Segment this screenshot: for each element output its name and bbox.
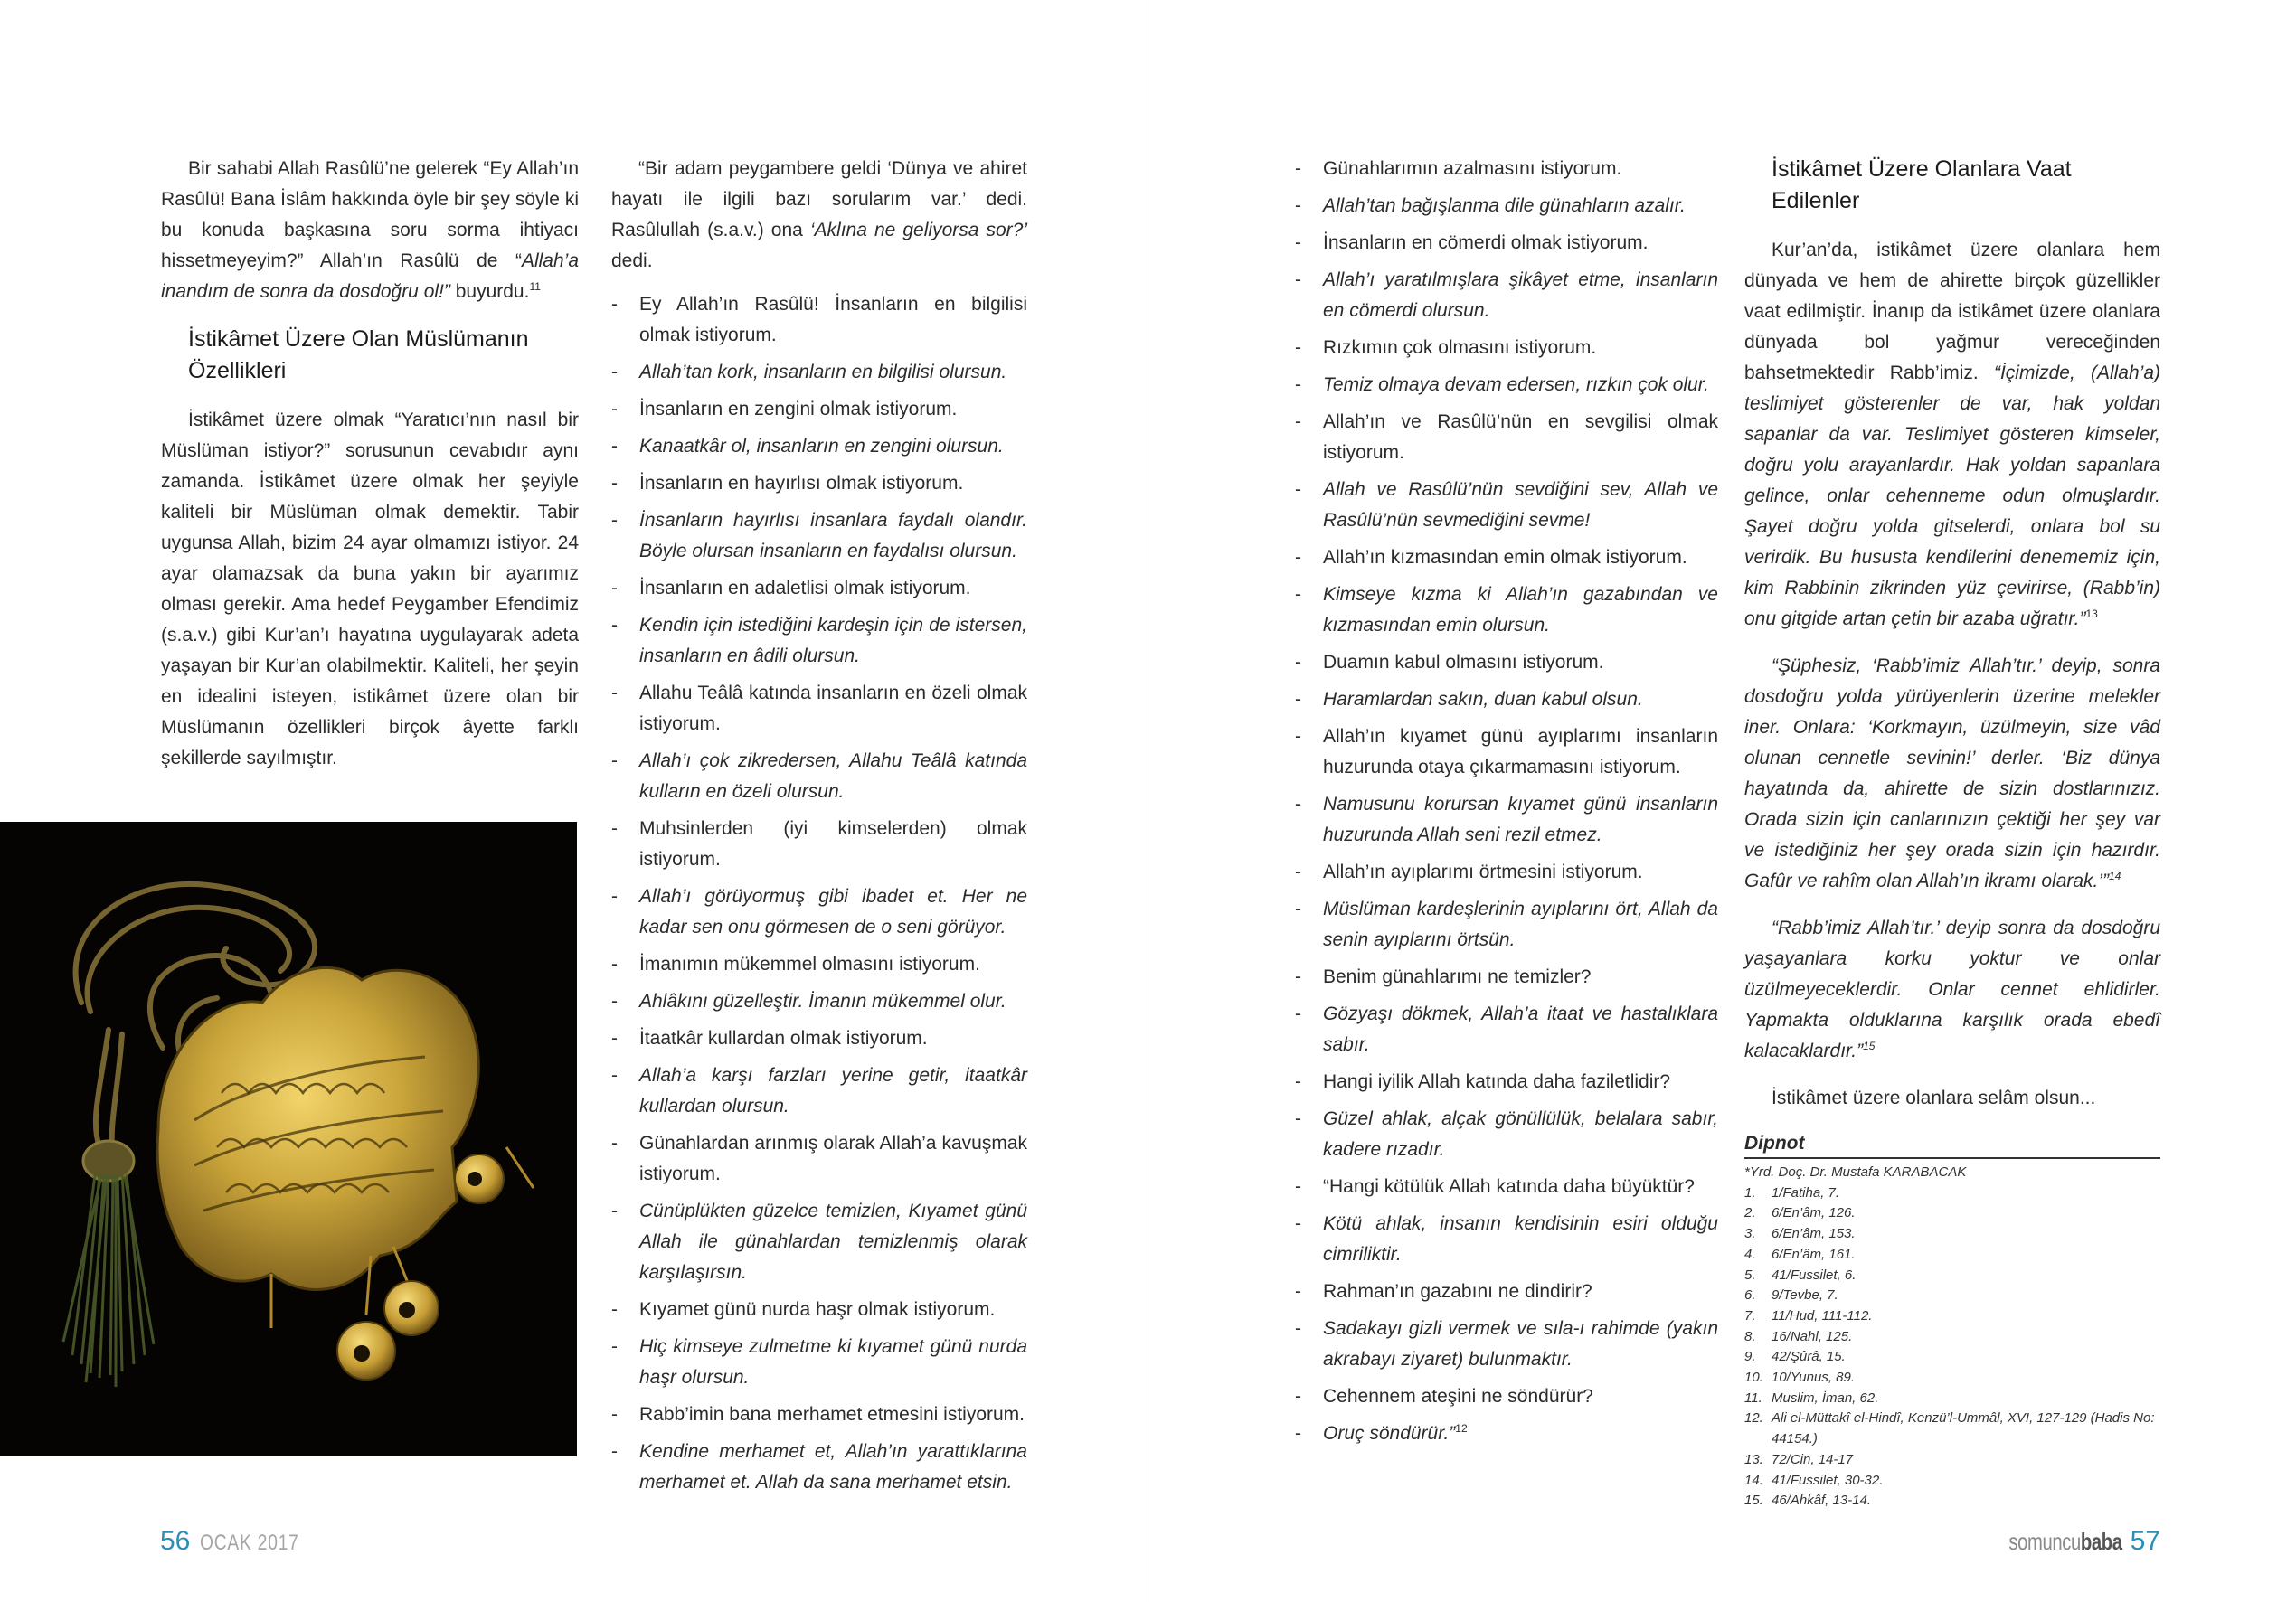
answer-item: - Hiç kimseye zulmetme ki kıyamet günü nurda haşr olursun. <box>611 1332 1027 1393</box>
question-item: - Allah’ın ayıplarımı örtmesini istiyorum. <box>1295 857 1718 888</box>
answer-item: - Allah’tan bağışlanma dile günahların azalır. <box>1295 191 1718 221</box>
question-item: - Rızkımın çok olmasını istiyorum. <box>1295 333 1718 363</box>
answer-item: - Gözyaşı dökmek, Allah’a itaat ve hastalıklara sabır. <box>1295 999 1718 1060</box>
answer-item: - Kendin için istediğini kardeşin için de istersen, insanların en âdili olursun. <box>611 610 1027 672</box>
answer-item: - Oruç söndürür.”$^{12}$ <box>1295 1418 1718 1449</box>
answer-item: - Allah’tan kork, insanların en bilgilisi olursun. <box>611 357 1027 388</box>
body-paragraph: Kur’an’da, istikâmet üzere olanlara hem dünyada ve hem de ahirette birçok güzellikler vaat edilmiştir. İnanıp da istikâmet üzere olanlara dünyada bol yağmur vereceğinden bahsetmektedir Rabb’imiz. “İçimizde, (Allah’a) teslimiyet gösterenler de var, hak yoldan sapanlar da var. Teslimiyet gösteren kimseler, doğru yolu arayanlardır. Hak yoldan sapanlara gelince, onlar cehenneme odun olmuşlardır. Şayet doğru yolda gitselerdi, onlara bol su verirdik. Bu hususta kendilerini denememiz için, kim Rabbinin zikrinden yüz çevirirse, (Rabb’in) onu gitgide artan çetin bir azaba uğratır.”$^{13}$ <box>1744 240 2160 629</box>
question-item: - Rahman’ın gazabını ne dindirir? <box>1295 1277 1718 1307</box>
question-item: - Cehennem ateşini ne söndürür? <box>1295 1381 1718 1412</box>
answer-item: - Allah’ı görüyormuş gibi ibadet et. Her ne kadar sen onu görmesen de o seni görüyor. <box>611 881 1027 943</box>
tassel <box>63 1174 154 1387</box>
question-item: - İnsanların en adaletlisi olmak istiyorum. <box>611 573 1027 604</box>
footnote-item: 14. 41/Fussilet, 30-32. <box>1744 1472 1884 1488</box>
footnote-item: 6. 9/Tevbe, 7. <box>1744 1287 1838 1304</box>
amulet-image <box>0 822 577 1456</box>
question-item: - İnsanların en zengini olmak istiyorum. <box>611 394 1027 425</box>
footnote-heading: Dipnot <box>1744 1132 2160 1159</box>
right-column-1 <box>1295 154 1718 1456</box>
question-item: - Duamın kabul olmasını istiyorum. <box>1295 647 1718 678</box>
question-item: - “Hangi kötülük Allah katında daha büyüktür? <box>1295 1172 1718 1202</box>
right-folio <box>1977 1526 2160 1557</box>
magazine-logo: somuncubaba <box>2008 1528 2123 1555</box>
footnote-item: 11. Muslim, İman, 62. <box>1744 1390 1879 1406</box>
left-column-1 <box>161 154 579 790</box>
footnote-item: 13. 72/Cin, 14-17 <box>1744 1451 1854 1467</box>
footnote-item: 7. 11/Hud, 111-112. <box>1744 1307 1873 1324</box>
footnote-item: 3. 6/En’âm, 153. <box>1744 1226 1856 1242</box>
footnote-list <box>1744 1163 2160 1512</box>
question-item: - Muhsinlerden (iyi kimselerden) olmak istiyorum. <box>611 814 1027 875</box>
gold-amulet-photo <box>0 822 577 1456</box>
quote-paragraph: “Rabb’imiz Allah’tır.’ deyip sonra da dosdoğru yaşayanlara korku yoktur ve onlar üzülmeyeceklerdir. Onlar cennet ehlidirler. Yapmakta olduklarına karşılık orada ebedî kalacaklardır.”$^{15}$ <box>1744 918 2160 1061</box>
question-item: - Hangi iyilik Allah katında daha faziletlidir? <box>1295 1067 1718 1098</box>
question-item: - Allah’ın ve Rasûlü’nün en sevgilisi olmak istiyorum. <box>1295 407 1718 468</box>
answer-item: - Kötü ahlak, insanın kendisinin esiri olduğu cimriliktir. <box>1295 1209 1718 1270</box>
footnote-item: 8. 16/Nahl, 125. <box>1744 1328 1853 1344</box>
answer-item: - Allah’a karşı farzları yerine getir, itaatkâr kullardan olursun. <box>611 1060 1027 1122</box>
footnote-item: 5. 41/Fussilet, 6. <box>1744 1267 1857 1283</box>
question-item: - Günahlarımın azalmasını istiyorum. <box>1295 154 1718 184</box>
footnote-item: 10. 10/Yunus, 89. <box>1744 1370 1856 1386</box>
page-number: 56 <box>160 1526 191 1556</box>
hadith-intro: “Bir adam peygambere geldi ‘Dünya ve ahiret hayatı ile ilgili bazı sorularım var.’ dedi. Rasûlullah (s.a.v.) ona ‘Aklına ne geliyorsa sor?’ dedi. <box>611 158 1027 271</box>
question-item: - Kıyamet günü nurda haşr olmak istiyorum. <box>611 1295 1027 1325</box>
answer-item: - Güzel ahlak, alçak gönüllülük, belalara sabır, kadere rızadır. <box>1295 1104 1718 1165</box>
answer-item: - Allah’ı çok zikredersen, Allahu Teâlâ katında kulların en özeli olursun. <box>611 746 1027 807</box>
question-item: - Allah’ın kızmasından emin olmak istiyorum. <box>1295 542 1718 573</box>
footnote-item: 9. 42/Şûrâ, 15. <box>1744 1349 1846 1365</box>
question-item: - Allahu Teâlâ katında insanların en özeli olmak istiyorum. <box>611 678 1027 740</box>
answer-item: - Sadakayı gizli vermek ve sıla-ı rahimde (yakın akrabayı ziyaret) bulunmaktır. <box>1295 1314 1718 1375</box>
footnote-item: 15. 46/Ahkâf, 13-14. <box>1744 1493 1872 1509</box>
closing-line: İstikâmet üzere olanlara selâm olsun... <box>1772 1088 2096 1108</box>
answer-item: - Temiz olmaya devam edersen, rızkın çok olur. <box>1295 370 1718 400</box>
footnote-item: 2. 6/En’âm, 126. <box>1744 1205 1856 1221</box>
amulet-case <box>157 967 478 1289</box>
answer-item: - Kimseye kızma ki Allah’ın gazabından ve kızmasından emin olursun. <box>1295 580 1718 641</box>
question-item: - Ey Allah’ın Rasûlü! İnsanların en bilgilisi olmak istiyorum. <box>611 289 1027 351</box>
question-item: - Allah’ın kıyamet günü ayıplarımı insanların huzurunda otaya çıkarmamasını istiyorum. <box>1295 721 1718 783</box>
answer-item: - Namusunu korursan kıyamet günü insanların huzurunda Allah seni rezil etmez. <box>1295 789 1718 851</box>
quote-paragraph: “Şüphesiz, ‘Rabb’imiz Allah’tır.’ deyip, sonra dosdoğru yolda yürüyenlerin üzerine melekler iner. Onlara: ‘Korkmayın, üzülmeyin, size vâd olunan cennetle sevinin!’ derler. ‘Biz dünya hayatında da, ahirette de sizin dostlarınızız. Orada sizin için canlarınızın çektiği her şey var ve istediğiniz her şey orada sizin için hazırdır. Gafûr ve rahîm olan Allah’ın ikramı olarak.’”$^{14}$ <box>1744 655 2160 891</box>
answer-item: - Ahlâkını güzelleştir. İmanın mükemmel olur. <box>611 986 1027 1017</box>
author-credit: *Yrd. Doç. Dr. Mustafa KARABACAK <box>1744 1164 1967 1180</box>
answer-item: - Müslüman kardeşlerinin ayıplarını ört, Allah da senin ayıplarını örtsün. <box>1295 894 1718 956</box>
answer-item: - Allah ve Rasûlü’nün sevdiğini sev, Allah ve Rasûlü’nün sevmediğini sevme! <box>1295 475 1718 536</box>
body-paragraph: İstikâmet üzere olmak “Yaratıcı’nın nasıl bir Müslüman istiyor?” sorusunun cevabıdır aynı zamanda. İstikâmet üzere olmak her şeyiyle kaliteli bir Müslüman olmak demektir. Tabir uygunsa Allah, bizim 24 ayar olmamızı istiyor. 24 ayar olamazsak da buna yakın bir ayarımız olması gerekir. Ama hedef Peygamber Efendimiz (s.a.v.) gibi Kur’an’ı hayatına uygulayarak adeta yaşayan bir Kur’an olabilmektir. Kaliteli, her şeyin en idealini isteyen, istikâmet üzere olan bir Müslümanın özellikleri birçok âyette farklı şekillerde sayılmıştır. <box>161 410 579 768</box>
footnote-item: 4. 6/En’âm, 161. <box>1744 1246 1856 1262</box>
question-item: - Rabb’imin bana merhamet etmesini istiyorum. <box>611 1399 1027 1430</box>
footnote-ref: 12 <box>1455 1422 1468 1435</box>
issue-date: OCAK 2017 <box>199 1531 299 1555</box>
left-column-2 <box>611 154 1027 1504</box>
right-column-2 <box>1744 154 2160 1512</box>
section-heading: İstikâmet Üzere Olan Müslümanın Özellikleri <box>188 326 529 383</box>
page-number: 57 <box>2130 1526 2160 1556</box>
footnote-item: 1. 1/Fatiha, 7. <box>1744 1184 1840 1201</box>
answer-item: - Kendine merhamet et, Allah’ın yarattıklarına merhamet et. Allah da sana merhamet etsin. <box>611 1437 1027 1498</box>
answer-item: - Cünüplükten güzelce temizlen, Kıyamet günü Allah ile günahlardan temizlenmiş olarak karşılaşırsın. <box>611 1196 1027 1288</box>
question-item: - Benim günahlarımı ne temizler? <box>1295 962 1718 993</box>
answer-item: - Kanaatkâr ol, insanların en zengini olursun. <box>611 431 1027 462</box>
answer-item: - İnsanların hayırlısı insanlara faydalı olandır. Böyle olursan insanların en faydalısı olursun. <box>611 505 1027 567</box>
section-heading: İstikâmet Üzere Olanlara Vaat Edilenler <box>1772 156 2072 213</box>
left-folio <box>160 1526 324 1557</box>
footnote-item: 12. Ali el-Müttakî el-Hindî, Kenzü’l-Ummâl, XVI, 127-129 (Hadis No: 44154.) <box>1744 1410 2155 1447</box>
dialogue-list <box>1295 154 1718 1449</box>
question-item: - İmanımın mükemmel olmasını istiyorum. <box>611 949 1027 980</box>
question-item: - Günahlardan arınmış olarak Allah’a kavuşmak istiyorum. <box>611 1128 1027 1190</box>
answer-item: - Allah’ı yaratılmışlara şikâyet etme, insanların en cömerdi olursun. <box>1295 265 1718 326</box>
question-item: - İnsanların en cömerdi olmak istiyorum. <box>1295 228 1718 259</box>
footnote-ref: 11 <box>529 280 541 293</box>
answer-item: - Haramlardan sakın, duan kabul olsun. <box>1295 684 1718 715</box>
dialogue-list <box>611 289 1027 1498</box>
question-item: - İtaatkâr kullardan olmak istiyorum. <box>611 1023 1027 1054</box>
intro-paragraph: Bir sahabi Allah Rasûlü’ne gelerek “Ey Allah’ın Rasûlü! Bana İslâm hakkında öyle bir şey söyle ki bu konuda başkasına soru sorma ihtiyacı hissetmeyeyim?” Allah’ın Rasûlü de “Allah’a inandım de sonra da dosdoğru ol!” buyurdu.$^{11}$ <box>161 158 579 302</box>
question-item: - İnsanların en hayırlısı olmak istiyorum. <box>611 468 1027 499</box>
